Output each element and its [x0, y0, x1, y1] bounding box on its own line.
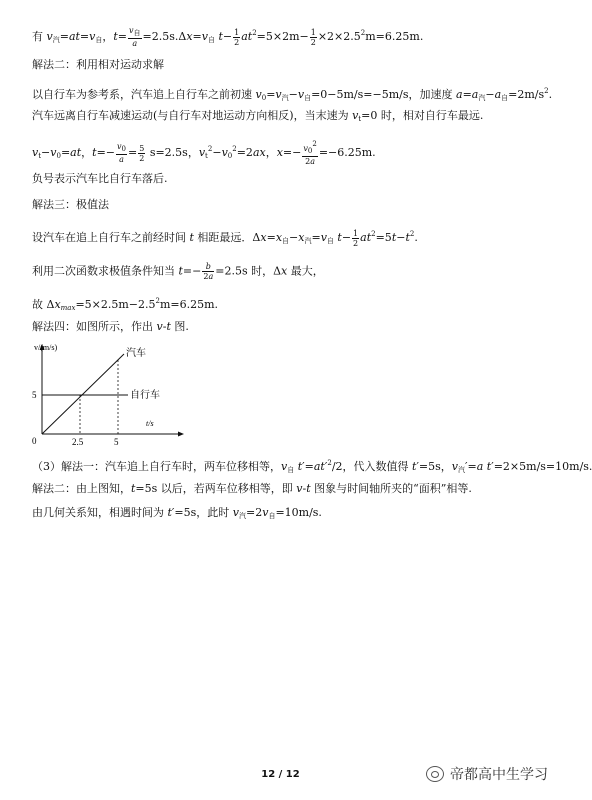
x-axis-arrow: [178, 432, 184, 437]
method-heading: 解法四：如图所示，作出 v-t 图.: [32, 320, 189, 333]
text-line: 由几何关系知，相遇时间为 t′=5s，此时 $v_汽=2v_自=10m/s$.: [32, 506, 322, 520]
watermark-text: 帝都高中生学习: [450, 767, 548, 783]
text-line: 有 $v_汽=at=v_自$，t= $\frac{\text{v自}}{a}$ $=2.5s.\Delta x=v_自$ t− $\frac{1}{2}$ $at^2=5\times 2m-$ $\frac{1}{2}$ $\times 2\times 2.5^2m=6.25m$.: [32, 26, 424, 48]
text-line: 负号表示汽车比自行车落后.: [32, 172, 168, 185]
text-line: 以自行车为参考系，汽车追上自行车之前初速 $v_0=v_汽-v_自=0-5m/s=-5m/s$，加速度 $a=a_汽-a_自=2m/s^2$.: [32, 87, 553, 102]
vt-graph: [28, 342, 208, 450]
y-tick-5: 5: [32, 390, 37, 400]
method-heading: 解法二：利用相对运动求解: [32, 58, 164, 71]
text-line: 利用二次函数求极值条件知当 t=− $\frac{b}{2a}$ =2.5s 时，Δx 最大，: [32, 262, 324, 281]
watermark: [426, 764, 548, 784]
x-tick-5: 5: [114, 437, 119, 447]
x-tick-2.5: 2.5: [72, 437, 84, 447]
car-line: [42, 354, 124, 434]
text-line: $v_t-v_0=at$，t=− $\frac{v0}{a}$ = $\frac{5}{2}$ s=2.5s，$v_t^2-v_0^2=2ax$，x=− $\frac{v02}{2a}$ =−6.25m.: [32, 140, 376, 166]
text-line: 设汽车在追上自行车之前经时间 t 相距最远．$\Delta x=x_自-x_汽=v_自$ t− $\frac{1}{2}$ $at^2=5t-t^2$.: [32, 228, 418, 248]
car-label: 汽车: [126, 348, 146, 359]
text-line: 解法二：由上图知，t=5s 以后，若两车位移相等，即 v-t 图象与时间轴所夹的“面积”相等.: [32, 482, 472, 495]
origin-label: 0: [32, 436, 37, 446]
text-line: 故 $\Delta x_{max}=5\times 2.5m-2.5^2m=6.25m$.: [32, 297, 219, 312]
wechat-icon: [426, 766, 444, 782]
y-axis-label: v/(m/s): [34, 343, 58, 352]
page-number: 12 / 12: [261, 769, 300, 780]
bike-label: 自行车: [130, 390, 160, 401]
text-line: 汽车远离自行车减速运动(与自行车对地运动方向相反)，当末速为 $v_t=0$ 时，相对自行车最远.: [32, 109, 484, 123]
x-axis-label: t/s: [146, 419, 154, 428]
text-line: （3）解法一：汽车追上自行车时，两车位移相等，$v_自$ $t'=at'^2/2$，代入数值得 t′=5s，$v_汽'=a$ t′=2×5m/s=10m/s.: [32, 459, 592, 474]
method-heading: 解法三：极值法: [32, 198, 109, 211]
